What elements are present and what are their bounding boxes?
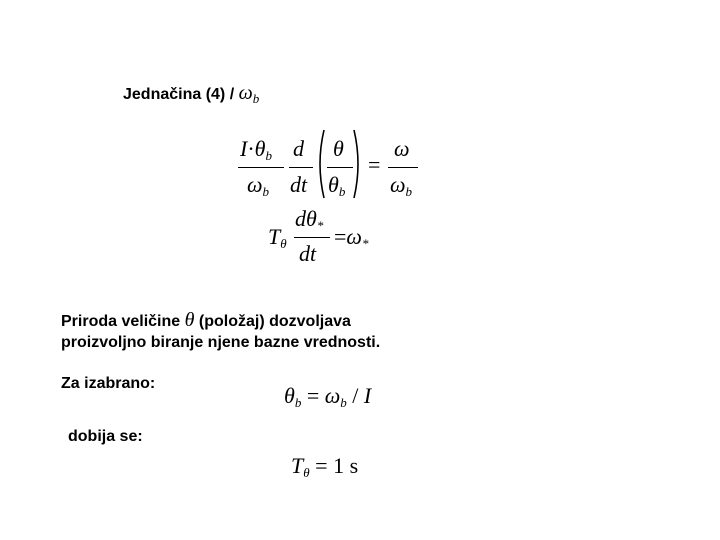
theta-symbol: θ — [184, 309, 195, 331]
eq1-den-4: $\omega_b$ — [390, 172, 413, 199]
eq1-equals: = — [368, 152, 381, 177]
heading — [123, 82, 259, 107]
eq2-T: $T_\theta$ — [268, 224, 287, 251]
choice-equation: $\theta_b = \omega_b / I$ — [284, 383, 372, 410]
eq1-bar-1 — [238, 167, 284, 168]
heading-omega-sub: b — [252, 91, 260, 106]
eq1-left-paren — [314, 128, 326, 200]
eq1-bar-3 — [327, 167, 353, 168]
heading-omega: ω — [238, 82, 253, 104]
eq1-bar-4 — [388, 167, 418, 168]
result-equation: $T_\theta = 1$ s — [291, 453, 359, 480]
result-label: dobija se: — [68, 428, 143, 445]
paragraph-line-1: Priroda veličine θ (položaj) dozvoljava — [61, 309, 351, 331]
eq1-den-3: $\theta_b$ — [328, 172, 346, 199]
eq1-den-1: $\omega_b$ — [247, 172, 270, 199]
choice-label: Za izabrano: — [61, 375, 156, 392]
eq1-num-3: θ — [333, 136, 344, 161]
eq2-num: $d\theta_*$ — [295, 206, 324, 233]
eq2-den: dt — [299, 241, 317, 266]
eq1-bar-2 — [289, 167, 313, 168]
eq1-dt: dt — [290, 172, 308, 197]
eq1-num-1: $I\cdot\theta_b$ — [240, 136, 272, 163]
eq1-num-4: ω — [394, 136, 410, 161]
eq1-right-paren — [352, 128, 364, 200]
eq2-bar — [294, 237, 330, 238]
paragraph-line-2: proizvoljno biranje njene bazne vrednosti. — [61, 334, 381, 351]
eq2-rhs: $=\omega_*$ — [334, 224, 369, 251]
eq1-d: d — [293, 136, 304, 161]
heading-text: Jednačina (4) / — [123, 86, 239, 103]
